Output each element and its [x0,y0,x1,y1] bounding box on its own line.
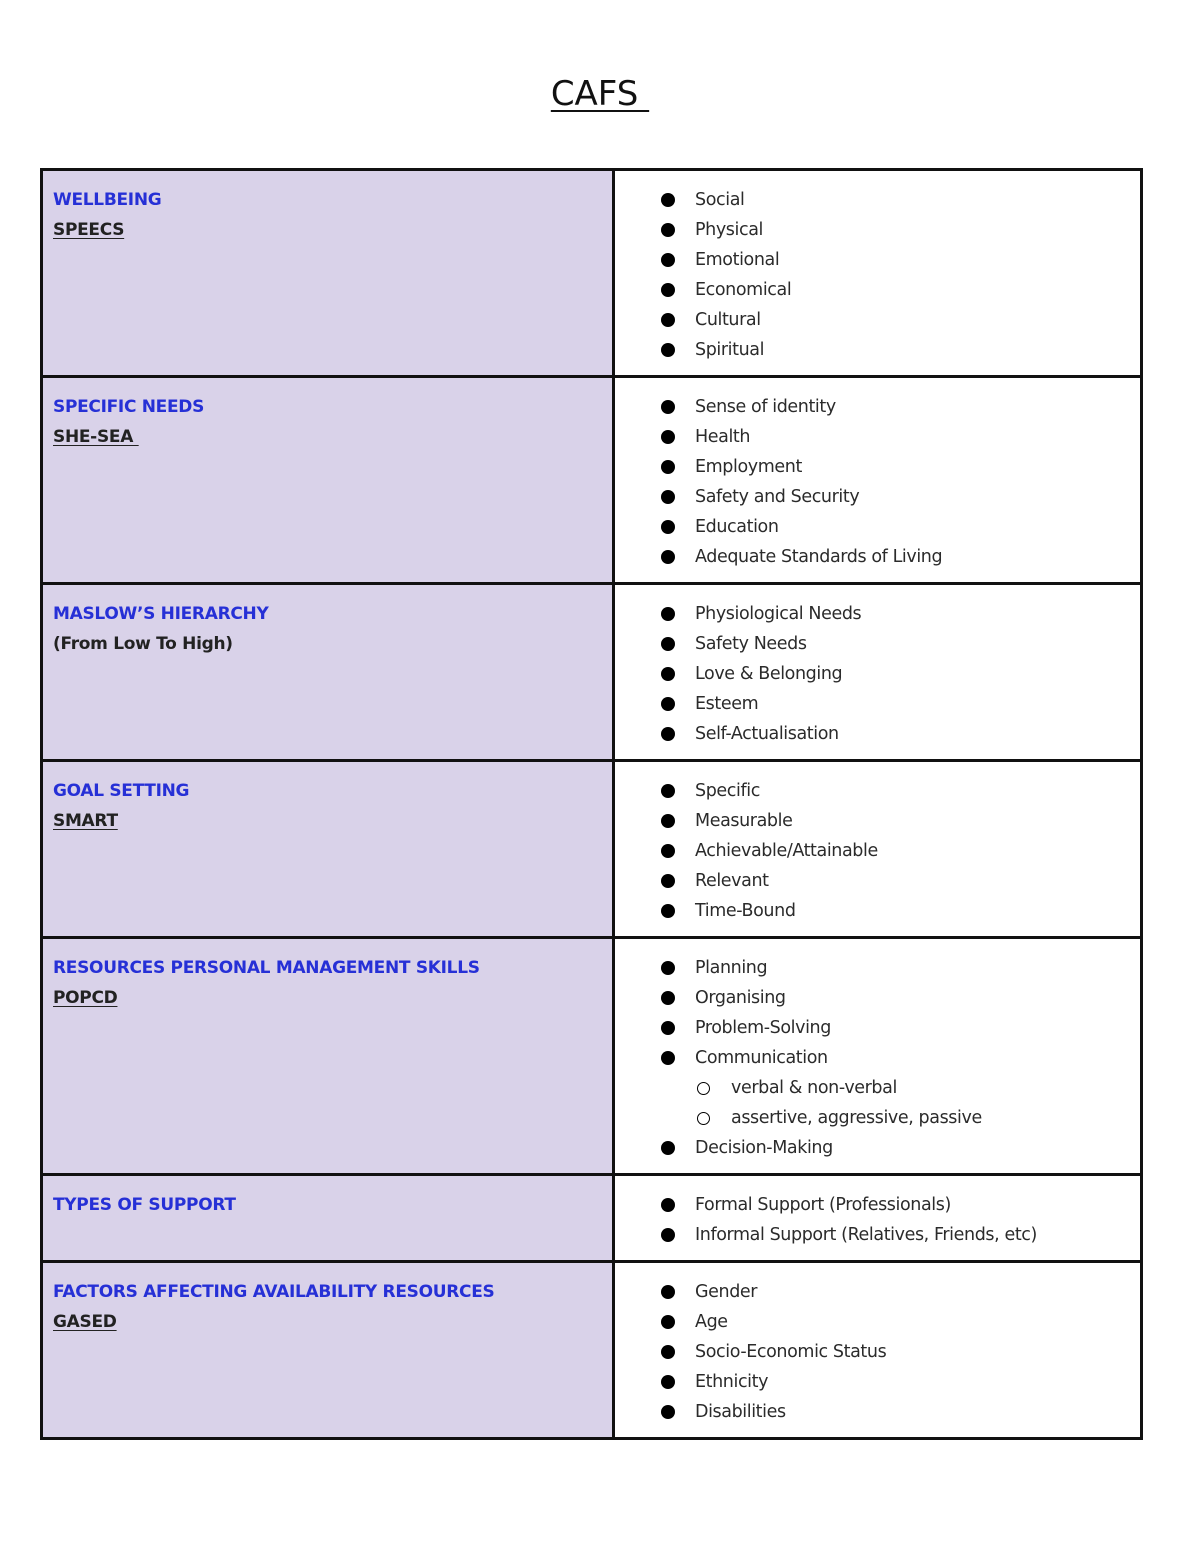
list-item-text: Specific [695,781,760,801]
bullet-icon [661,193,675,207]
list-item-text: Gender [695,1282,758,1302]
sub-list-item-text: verbal & non-verbal [731,1078,897,1098]
bullet-icon [661,1021,675,1035]
list-item-text: Sense of identity [695,397,836,417]
topic-acronym: SPEECS [53,220,125,240]
bullet-icon [661,1315,675,1329]
list-item-text: Health [695,427,751,447]
bullet-icon [661,727,675,741]
bullet-icon [661,1285,675,1299]
list-item-text: Social [695,190,745,210]
list-item [661,1013,1130,1043]
list-item-text: Cultural [695,310,761,330]
bullet-list [661,392,1130,572]
bullet-icon [661,844,675,858]
list-item [661,215,1130,245]
topic-heading: RESOURCES PERSONAL MANAGEMENT SKILLS [53,958,480,978]
bullet-list [661,599,1130,749]
list-item-text: Problem-Solving [695,1018,831,1038]
content-cell [614,761,1142,938]
list-item [661,275,1130,305]
list-item-text: Spiritual [695,340,765,360]
bullet-icon [661,550,675,564]
list-item [661,896,1130,926]
list-item-text: Communication [695,1048,828,1068]
topic-heading: WELLBEING [53,190,162,210]
bullet-icon [661,1345,675,1359]
content-cell [614,584,1142,761]
list-item-text: Emotional [695,250,780,270]
list-item-text: Decision-Making [695,1138,833,1158]
list-item [661,542,1130,572]
topic-acronym: POPCD [53,988,118,1008]
list-item-text: Informal Support (Relatives, Friends, etc) [695,1225,1037,1245]
bullet-icon [661,490,675,504]
list-item [661,512,1130,542]
topic-acronym: SMART [53,811,118,831]
topic-acronym: SHE-SEA [53,427,139,447]
topic-cell [42,1262,614,1439]
list-item-text: Physical [695,220,763,240]
topic-heading: FACTORS AFFECTING AVAILABILITY RESOURCES [53,1282,495,1302]
bullet-icon [661,814,675,828]
bullet-list [661,185,1130,365]
bullet-icon [661,460,675,474]
list-item-text: Self-Actualisation [695,724,839,744]
topic-cell [42,761,614,938]
content-cell [614,1175,1142,1262]
list-item [661,1397,1130,1427]
list-item-text: Planning [695,958,768,978]
list-item [661,1043,1130,1133]
list-item [661,1190,1130,1220]
table-row [42,1175,1142,1262]
hollow-bullet-icon [697,1112,710,1125]
bullet-icon [661,313,675,327]
topic-cell [42,170,614,377]
list-item [661,422,1130,452]
list-item-text: Socio-Economic Status [695,1342,887,1362]
summary-table-body [42,170,1142,1439]
topic-cell [42,1175,614,1262]
list-item-text: Safety Needs [695,634,807,654]
list-item-text: Ethnicity [695,1372,769,1392]
bullet-icon [661,1228,675,1242]
summary-table [40,168,1143,1440]
list-item-text: Age [695,1312,728,1332]
list-item [661,599,1130,629]
list-item [661,452,1130,482]
page-title [0,70,1200,118]
list-item [661,1307,1130,1337]
topic-subtitle: (From Low To High) [53,634,233,654]
list-item-text: Measurable [695,811,793,831]
sub-list-item-text: assertive, aggressive, passive [731,1108,982,1128]
list-item [661,629,1130,659]
list-item-text: Employment [695,457,802,477]
list-item [661,866,1130,896]
bullet-icon [661,1375,675,1389]
topic-heading: GOAL SETTING [53,781,190,801]
bullet-icon [661,667,675,681]
bullet-icon [661,961,675,975]
topic-heading: TYPES OF SUPPORT [53,1195,236,1215]
table-row [42,584,1142,761]
sub-list-item [661,1073,1130,1103]
list-item [661,719,1130,749]
list-item [661,1220,1130,1250]
content-cell [614,938,1142,1175]
hollow-bullet-icon [697,1082,710,1095]
content-cell [614,170,1142,377]
table-row [42,170,1142,377]
bullet-icon [661,520,675,534]
list-item [661,953,1130,983]
list-item-text: Esteem [695,694,759,714]
table-row [42,377,1142,584]
bullet-list [661,1190,1130,1250]
bullet-icon [661,1405,675,1419]
bullet-icon [661,607,675,621]
sub-list-item [661,1103,1130,1133]
list-item [661,659,1130,689]
list-item [661,185,1130,215]
list-item-text: Formal Support (Professionals) [695,1195,951,1215]
list-item [661,806,1130,836]
list-item-text: Adequate Standards of Living [695,547,943,567]
table-row [42,761,1142,938]
list-item-text: Physiological Needs [695,604,862,624]
list-item-text: Economical [695,280,792,300]
list-item [661,1367,1130,1397]
list-item [661,1337,1130,1367]
list-item [661,689,1130,719]
bullet-icon [661,283,675,297]
list-item [661,335,1130,365]
table-row [42,1262,1142,1439]
topic-cell [42,938,614,1175]
bullet-icon [661,874,675,888]
list-item-text: Relevant [695,871,769,891]
list-item-text: Time-Bound [695,901,796,921]
list-item-text: Love & Belonging [695,664,843,684]
list-item [661,776,1130,806]
bullet-icon [661,430,675,444]
list-item-text: Organising [695,988,786,1008]
bullet-icon [661,1051,675,1065]
bullet-icon [661,697,675,711]
topic-acronym: GASED [53,1312,117,1332]
content-cell [614,377,1142,584]
list-item [661,836,1130,866]
table-row [42,938,1142,1175]
topic-cell [42,377,614,584]
topic-heading: MASLOW’S HIERARCHY [53,604,269,624]
bullet-list [661,1277,1130,1427]
bullet-icon [661,637,675,651]
content-cell [614,1262,1142,1439]
list-item [661,1277,1130,1307]
topic-cell [42,584,614,761]
topic-heading: SPECIFIC NEEDS [53,397,205,417]
list-item [661,983,1130,1013]
bullet-list [661,953,1130,1163]
list-item [661,245,1130,275]
page-title-text: CAFS [550,74,650,114]
bullet-icon [661,1141,675,1155]
list-item-text: Education [695,517,779,537]
bullet-list [661,776,1130,926]
bullet-icon [661,784,675,798]
bullet-icon [661,400,675,414]
sub-bullet-list [661,1073,1130,1133]
list-item-text: Achievable/Attainable [695,841,878,861]
bullet-icon [661,223,675,237]
bullet-icon [661,904,675,918]
list-item-text: Safety and Security [695,487,860,507]
bullet-icon [661,1198,675,1212]
list-item [661,482,1130,512]
bullet-icon [661,991,675,1005]
list-item [661,392,1130,422]
list-item [661,1133,1130,1163]
bullet-icon [661,343,675,357]
list-item [661,305,1130,335]
list-item-text: Disabilities [695,1402,786,1422]
bullet-icon [661,253,675,267]
